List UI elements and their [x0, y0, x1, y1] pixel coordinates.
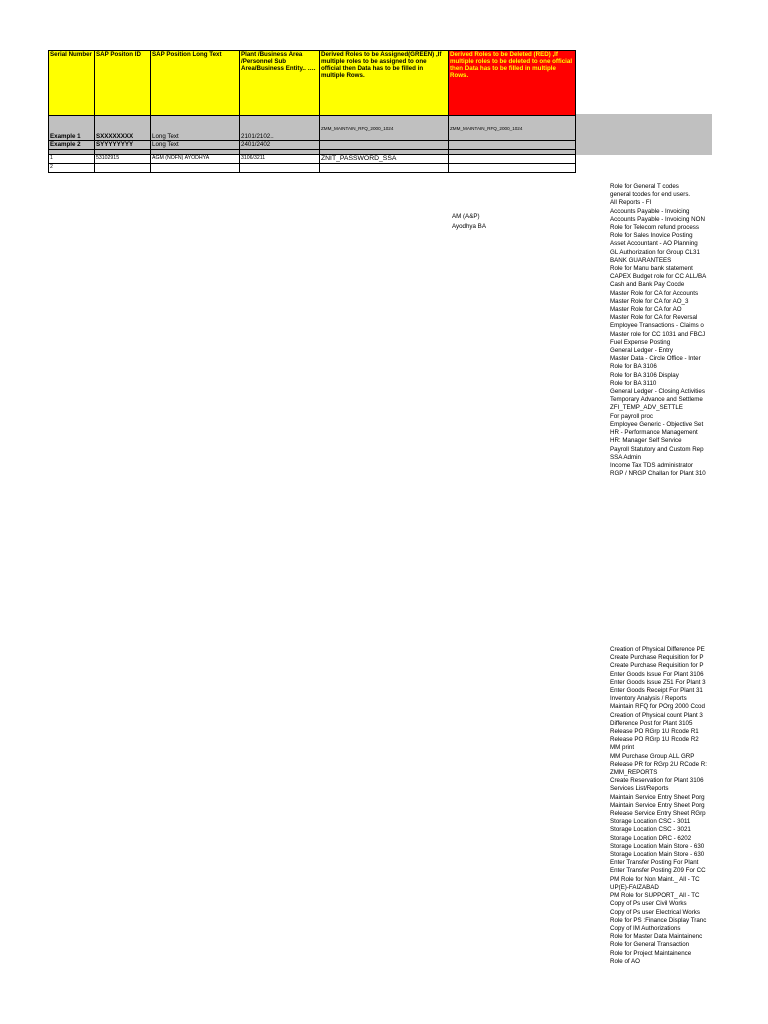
role-list-item[interactable]: RGP / NRGP Challan for Plant 310: [610, 470, 706, 478]
cell-example2-position-id[interactable]: SYYYYYYYY: [95, 141, 151, 150]
role-list-item[interactable]: Copy of Ps user Electrical Works: [610, 908, 700, 916]
header-roles-to-assign[interactable]: Derived Roles to be Assigned(GREEN) ,If multiple roles to be assigned to one official then Data has to be filled in multiple Rows.: [320, 51, 449, 116]
role-list-item[interactable]: Storage Location CSC - 3011: [610, 818, 691, 826]
role-list-item[interactable]: Create Purchase Requisition for P: [610, 662, 704, 670]
cell-example2-plant[interactable]: 2401/2402: [240, 141, 320, 150]
role-list-item[interactable]: For payroll proc: [610, 412, 653, 420]
role-list-item[interactable]: Fuel Expense Posting: [610, 338, 671, 346]
roles-table: [48, 50, 576, 173]
role-list-item[interactable]: Payroll Statutory and Custom Rep: [610, 445, 704, 453]
role-list-item[interactable]: Master Role for CA for Accounts: [610, 289, 699, 297]
role-list-item[interactable]: ZFI_TEMP_ADV_SETTLE: [610, 404, 683, 412]
role-list-item[interactable]: General Ledger - Entry: [610, 347, 673, 355]
header-plant-business-area[interactable]: Plant /Business Area /Personnel Sub Area/Business Entity.. ….: [240, 51, 320, 116]
cell-row2-delete-role[interactable]: [449, 164, 576, 173]
role-list-item[interactable]: HR - Performance Management: [610, 429, 698, 437]
role-list-item[interactable]: SSA Admin: [610, 453, 641, 461]
cell-row2-plant[interactable]: [240, 164, 320, 173]
role-list-item[interactable]: Release PO RGrp 1U Rcode R2: [610, 736, 699, 744]
role-list-item[interactable]: Role for BA 3106 Display: [610, 371, 679, 379]
cell-example1-delete-role[interactable]: ZMM_MAINTAIN_RFQ_2000_1024: [449, 116, 576, 141]
cell-example2-assign-role[interactable]: [320, 141, 449, 150]
role-list-item[interactable]: Role of AO: [610, 957, 640, 965]
role-list-item[interactable]: Copy of Ps user Civil Works: [610, 900, 687, 908]
role-list-item[interactable]: Create Purchase Requisition for P: [610, 654, 704, 662]
role-list-mm-pm-ps: [610, 646, 712, 966]
header-serial-number[interactable]: Serial Number: [49, 51, 95, 116]
role-list-finance-hr: [610, 183, 712, 478]
role-list-item[interactable]: Income Tax TDS administrator: [610, 461, 693, 469]
role-list-item[interactable]: Release PR for RGrp 2U RCode R:: [610, 760, 707, 768]
data-row-1: [49, 155, 576, 164]
role-list-item[interactable]: General Ledger - Closing Activities: [610, 388, 705, 396]
role-list-item[interactable]: PM Role for Non Maint._ All - TC: [610, 875, 700, 883]
role-list-item[interactable]: GL Authorization for Group CL31: [610, 248, 700, 256]
role-list-item[interactable]: Maintain RFQ for POrg 2000 Ccod: [610, 703, 705, 711]
role-list-item[interactable]: Employee Generic - Objective Set: [610, 420, 704, 428]
role-list-item[interactable]: Role for BA 3110: [610, 379, 657, 387]
role-list-item[interactable]: All Reports - FI: [610, 199, 652, 207]
header-row: [49, 51, 576, 116]
cell-row1-assign-role[interactable]: ZNIT_PASSWORD_SSA: [320, 155, 449, 164]
role-list-item[interactable]: MM print: [610, 744, 635, 752]
cell-example1-plant[interactable]: 2101/2102..: [240, 116, 320, 141]
label-am-ap: AM (A&P): [452, 213, 480, 220]
role-list-item[interactable]: Difference Post for Plant 3105: [610, 719, 693, 727]
role-list-item[interactable]: Maintain Service Entry Sheet Porg: [610, 793, 705, 801]
role-list-item[interactable]: Master Role for CA for Reversal: [610, 314, 698, 322]
cell-row1-serial[interactable]: 1: [49, 155, 95, 164]
cell-row2-serial[interactable]: 2: [49, 164, 95, 173]
cell-example2-serial[interactable]: Example 2: [49, 141, 95, 150]
role-list-item[interactable]: ZMM_REPORTS: [610, 769, 658, 777]
cell-example1-serial[interactable]: Example 1: [49, 116, 95, 141]
role-list-item[interactable]: Accounts Payable - Invoicing: [610, 207, 690, 215]
role-list-item[interactable]: Creation of Physical count Plant 3: [610, 711, 703, 719]
cell-example1-position-id[interactable]: SXXXXXXXX: [95, 116, 151, 141]
role-list-item[interactable]: Master Role for CA for AO: [610, 306, 682, 314]
role-list-item[interactable]: Maintain Service Entry Sheet Porg: [610, 801, 705, 809]
header-sap-position-id[interactable]: SAP Positon ID: [95, 51, 151, 116]
role-list-item[interactable]: Storage Location DRC - 6202: [610, 834, 692, 842]
header-roles-to-delete[interactable]: Derived Roles to be Deleted (RED) ,If multiple roles to be deleted to one official then Data has to be filled in multiple Rows.: [449, 51, 576, 116]
role-list-item[interactable]: Role for Master Data Maintainenc: [610, 933, 703, 941]
role-list-item[interactable]: Role for Project Maintainence: [610, 949, 692, 957]
role-list-item[interactable]: CAPEX Budget role for CC ALL/BA: [610, 273, 707, 281]
role-list-item[interactable]: Creation of Physical Difference PE: [610, 646, 705, 653]
role-list-item[interactable]: Role for General Transaction: [610, 941, 690, 949]
cell-row2-assign-role[interactable]: [320, 164, 449, 173]
role-list-item[interactable]: Accounts Payable - Invoicing NON: [610, 215, 705, 223]
role-list-item[interactable]: Enter Transfer Posting For Plant: [610, 859, 699, 867]
cell-row2-long-text[interactable]: [151, 164, 240, 173]
role-list-item[interactable]: Role for BA 3106: [610, 363, 657, 371]
role-list-item[interactable]: Asset Accountant - AO Planning: [610, 240, 698, 248]
role-list-item[interactable]: UP(E)-FAIZABAD: [610, 883, 659, 891]
side-labels: [452, 212, 486, 231]
role-list-item[interactable]: Enter Goods Issue For Plant 3106: [610, 670, 704, 678]
role-list-item[interactable]: general tcodes for end users.: [610, 191, 691, 199]
cell-row1-long-text[interactable]: AGM (NOFN) AYODHYA: [151, 155, 240, 164]
role-list-item[interactable]: Employee Transactions - Claims o: [610, 322, 704, 330]
label-ayodhya-ba: Ayodhya BA: [452, 222, 486, 230]
role-list-item[interactable]: Role for Manu bank statement: [610, 265, 693, 273]
cell-example1-assign-role[interactable]: ZMM_MAINTAIN_RFQ_2000_1024: [320, 116, 449, 141]
cell-row1-plant[interactable]: 3106/3211: [240, 155, 320, 164]
role-list-item[interactable]: Enter Goods Receipt For Plant 31: [610, 687, 703, 695]
role-list-item[interactable]: Master Data - Circle Office - Inter: [610, 355, 701, 363]
header-sap-position-long-text[interactable]: SAP Position Long Text: [151, 51, 240, 116]
role-list-item[interactable]: PM Role for SUPPORT_ All - TC: [610, 892, 700, 900]
role-list-item[interactable]: BANK GUARANTEES: [610, 256, 672, 264]
role-list-item[interactable]: Temporary Advance and Settleme: [610, 396, 703, 404]
role-list-item[interactable]: Master Role for CA for AO_3: [610, 297, 689, 305]
role-list-item[interactable]: Copy of IM Authorizations: [610, 924, 681, 932]
cell-row1-delete-role[interactable]: [449, 155, 576, 164]
role-list-item[interactable]: HR: Manager Self Service: [610, 437, 682, 445]
role-list-item[interactable]: Release PO RGrp 1U Rcode R1: [610, 728, 699, 736]
role-list-item[interactable]: Services List/Reports: [610, 785, 669, 793]
data-row-2: [49, 164, 576, 173]
role-list-item[interactable]: Enter Goods Issue Z51 For Plant 3: [610, 678, 706, 686]
role-list-item[interactable]: Role for PS :Finance Display Tranc: [610, 916, 707, 924]
role-list-item[interactable]: MM Purchase Group ALL GRP: [610, 752, 695, 760]
cell-example2-delete-role[interactable]: [449, 141, 576, 150]
role-list-item[interactable]: Release Service Entry Sheet RGrp: [610, 810, 706, 818]
cell-row1-position-id[interactable]: 53102915: [95, 155, 151, 164]
role-list-item[interactable]: Cash and Bank Pay Cocde: [610, 281, 685, 289]
example-row-2: [49, 141, 576, 150]
cell-example2-long-text[interactable]: Long Text: [151, 141, 240, 150]
role-list-item[interactable]: Storage Location Main Store - 630: [610, 842, 705, 850]
role-list-item[interactable]: Storage Location Main Store - 630: [610, 851, 705, 859]
role-list-item[interactable]: Inventory Analysis / Reports: [610, 695, 687, 703]
role-list-item[interactable]: Master role for CC 1031 and FBCJ: [610, 330, 706, 338]
cell-row2-position-id[interactable]: [95, 164, 151, 173]
example-row-1: [49, 116, 576, 141]
role-list-item[interactable]: Role for Sales Inovice Posting: [610, 232, 693, 240]
role-list-item[interactable]: Enter Transfer Posting Z09 For CC: [610, 867, 706, 875]
role-list-item[interactable]: Storage Location CSC - 3021: [610, 826, 691, 834]
role-list-item[interactable]: Role for General T codes: [610, 183, 679, 190]
cell-example1-long-text[interactable]: Long Text: [151, 116, 240, 141]
role-list-item[interactable]: Create Reservation for Plant 3106: [610, 777, 704, 785]
role-list-item[interactable]: Role for Telecom refund process: [610, 224, 699, 232]
